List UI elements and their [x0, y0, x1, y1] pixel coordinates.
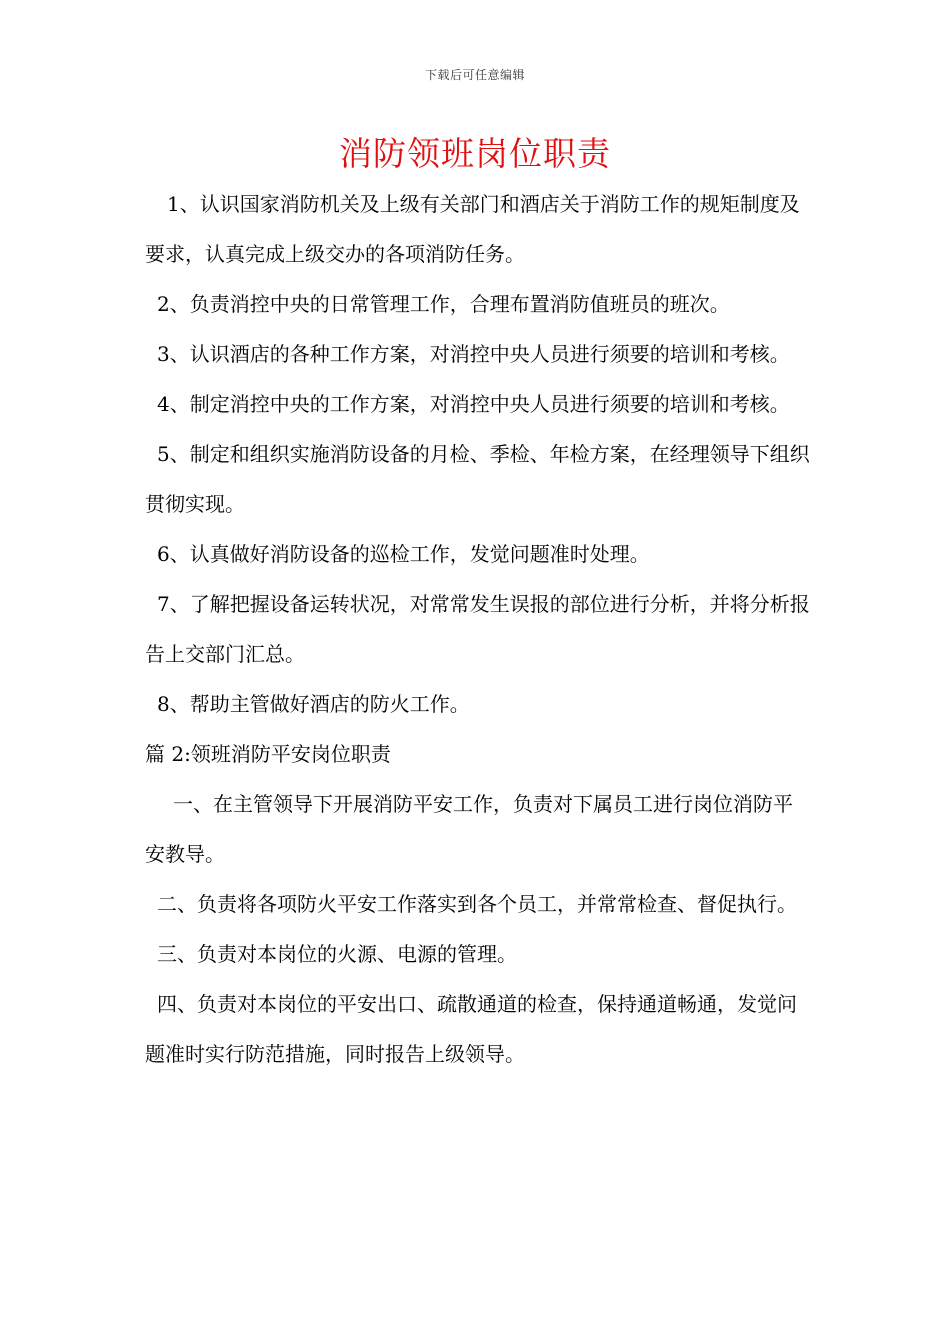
paragraph: 1、认识国家消防机关及上级有关部门和酒店关于消防工作的规矩制度及要求，认真完成上级交办的各项消防任务。	[145, 192, 800, 266]
paragraph: 3、认识酒店的各种工作方案，对消控中央人员进行须要的培训和考核。	[157, 342, 790, 366]
page-title: 消防领班岗位职责	[339, 134, 611, 173]
paragraph: 2、负责消控中央的日常管理工作，合理布置消防值班员的班次。	[157, 292, 730, 316]
paragraph: 7、了解把握设备运转状况，对常常发生误报的部位进行分析，并将分析报告上交部门汇总。	[145, 592, 810, 666]
header-note: 下载后可任意编辑	[424, 68, 525, 82]
paragraph: 6、认真做好消防设备的巡检工作，发觉问题准时处理。	[157, 542, 650, 566]
paragraph: 一、在主管领导下开展消防平安工作，负责对下属员工进行岗位消防平安教导。	[145, 792, 793, 866]
paragraph: 二、负责将各项防火平安工作落实到各个员工，并常常检查、督促执行。	[157, 892, 797, 916]
paragraph: 8、帮助主管做好酒店的防火工作。	[157, 692, 470, 716]
paragraph: 4、制定消控中央的工作方案，对消控中央人员进行须要的培训和考核。	[157, 392, 790, 416]
section-heading: 篇 2:领班消防平安岗位职责	[145, 742, 391, 766]
paragraph: 三、负责对本岗位的火源、电源的管理。	[157, 942, 517, 966]
paragraph: 四、负责对本岗位的平安出口、疏散通道的检查，保持通道畅通，发觉问题准时实行防范措施，同时报告上级领导。	[145, 992, 797, 1066]
paragraph: 5、制定和组织实施消防设备的月检、季检、年检方案，在经理领导下组织贯彻实现。	[145, 442, 810, 516]
document-body	[145, 179, 810, 1079]
